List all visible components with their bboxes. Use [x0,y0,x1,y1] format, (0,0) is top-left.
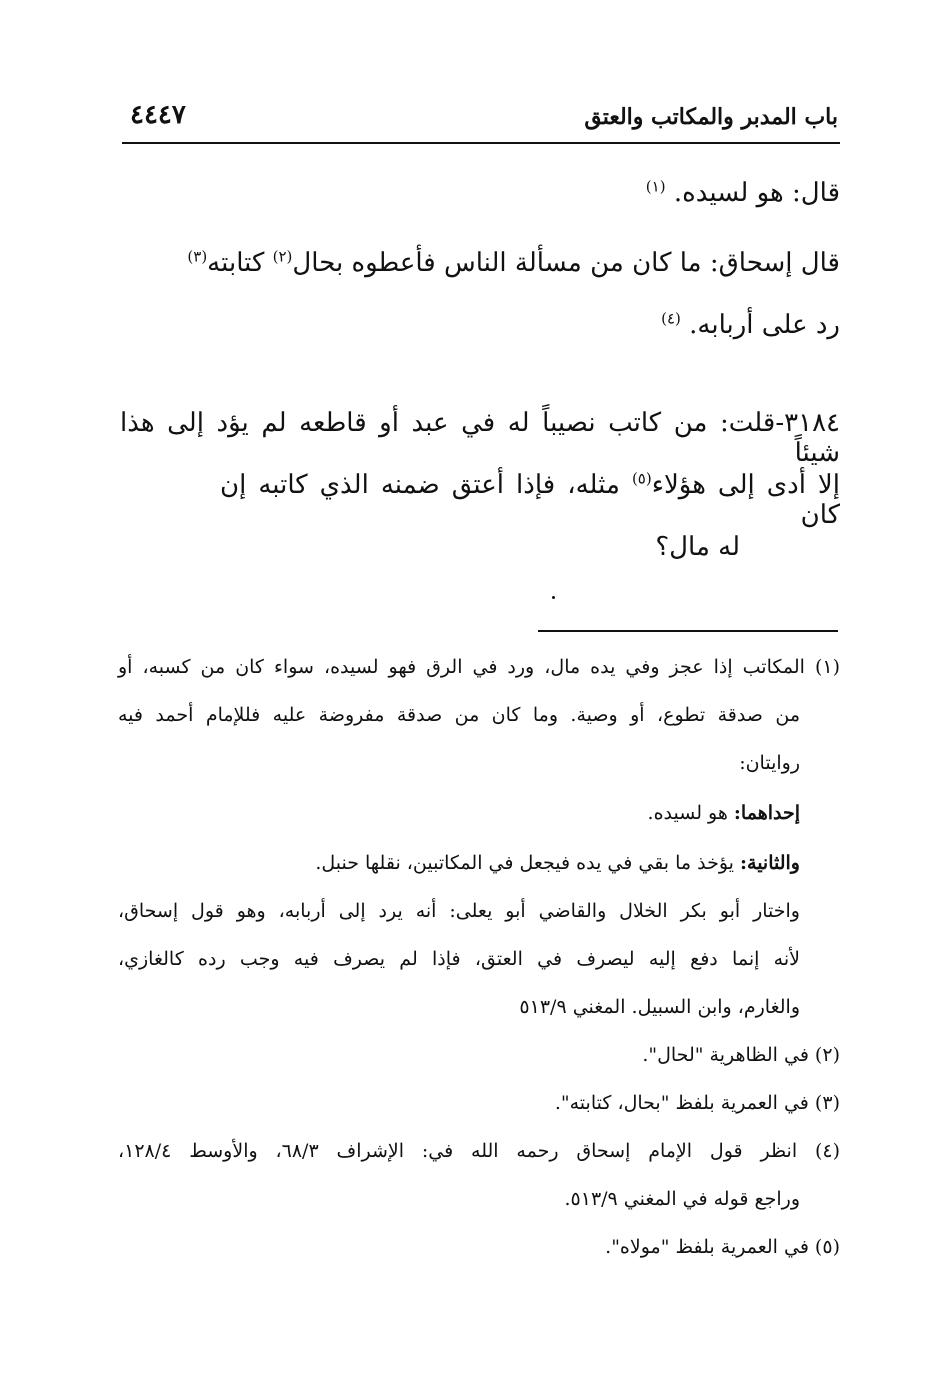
footnote-ref-5: (٥) [631,469,652,488]
line2-text-b: كتابته [207,248,273,278]
footnote-1-line-3: روايتان: [739,752,800,774]
narration-one-label: إحداهما: [733,802,800,824]
footnote-2: (٢) في الظاهرية "لحال". [642,1044,840,1066]
page-number: ٤٤٤٧ [130,100,186,130]
narration-one-text: هو لسيده. [647,802,734,824]
footnote-ref-1: (١) [645,177,666,196]
question-text-2b: مثله، فإذا أعتق ضمنه الذي كاتبه إن كان [220,470,840,530]
question-line-3 [655,532,740,562]
question-text-2a: إلا أدى إلى هؤلاء [651,470,840,500]
footnote-5: (٥) في العمرية بلفظ "مولاه". [605,1236,840,1258]
footnote-1-line-1: (١) المكاتب إذا عجز وفي يده مال، ورد في الرق فهو لسيده، سواء كان من كسبه، أو [118,656,840,678]
footnote-1-line-5 [315,852,800,874]
footnote-1-line-4 [648,802,800,824]
line1-text: قال: هو لسيده. [673,178,840,208]
footnote-4-line-1: (٤) انظر قول الإمام إسحاق رحمه الله في: الإشراف ٦٨/٣، والأوسط ١٢٨/٤، [118,1140,840,1162]
footnote-ref-2: (٢) [272,247,293,266]
footnote-separator [538,630,838,632]
chapter-title: باب المدبر والمكاتب والعتق [584,104,838,130]
footnote-1-line-6: واختار أبو بكر الخلال والقاضي أبو يعلى: أنه يرد إلى أربابه، وهو قول إسحاق، [118,900,800,922]
footnote-4-line-2: وراجع قوله في المغني ٥١٣/٩. [564,1188,800,1210]
question-line-1 [120,408,840,468]
running-header [122,96,838,136]
footnote-1-line-8: والغارم، وابن السبيل. المغني ٥١٣/٩ [519,996,800,1018]
footnote-1-line-7: لأنه إنما دفع إليه ليصرف في العتق، فإذا لم يصرف فيه وجب رده كالغازي، [118,948,800,970]
question-line-2 [220,470,840,530]
footnote-3: (٣) في العمرية بلفظ "بحال، كتابته". [554,1092,840,1114]
question-text-3: له مال؟ [655,532,740,562]
line2-text-a: قال إسحاق: ما كان من مسألة الناس فأعطوه بحال [292,248,840,278]
footnote-1-line-2: من صدقة تطوع، أو وصية. وما كان من صدقة مفروضة عليه فللإمام أحمد فيه [118,704,800,726]
narration-two-label: والثانية: [740,852,800,874]
line3-text: رد على أربابه. [689,310,840,340]
narration-two-text: يؤخذ ما بقي في يده فيجعل في المكاتبين، نقلها حنبل. [315,852,740,874]
text-line-3 [661,310,840,340]
footnote-ref-3: (٣) [187,247,208,266]
question-text-1: ٣١٨٤-قلت: من كاتب نصيباً له في عبد أو قاطعه لم يؤد إلى هذا شيئاً [120,408,840,468]
header-rule [122,142,840,144]
ink-dot [552,596,555,599]
footnote-ref-4: (٤) [661,309,681,328]
text-line-1 [646,178,840,208]
text-line-2 [187,248,840,278]
